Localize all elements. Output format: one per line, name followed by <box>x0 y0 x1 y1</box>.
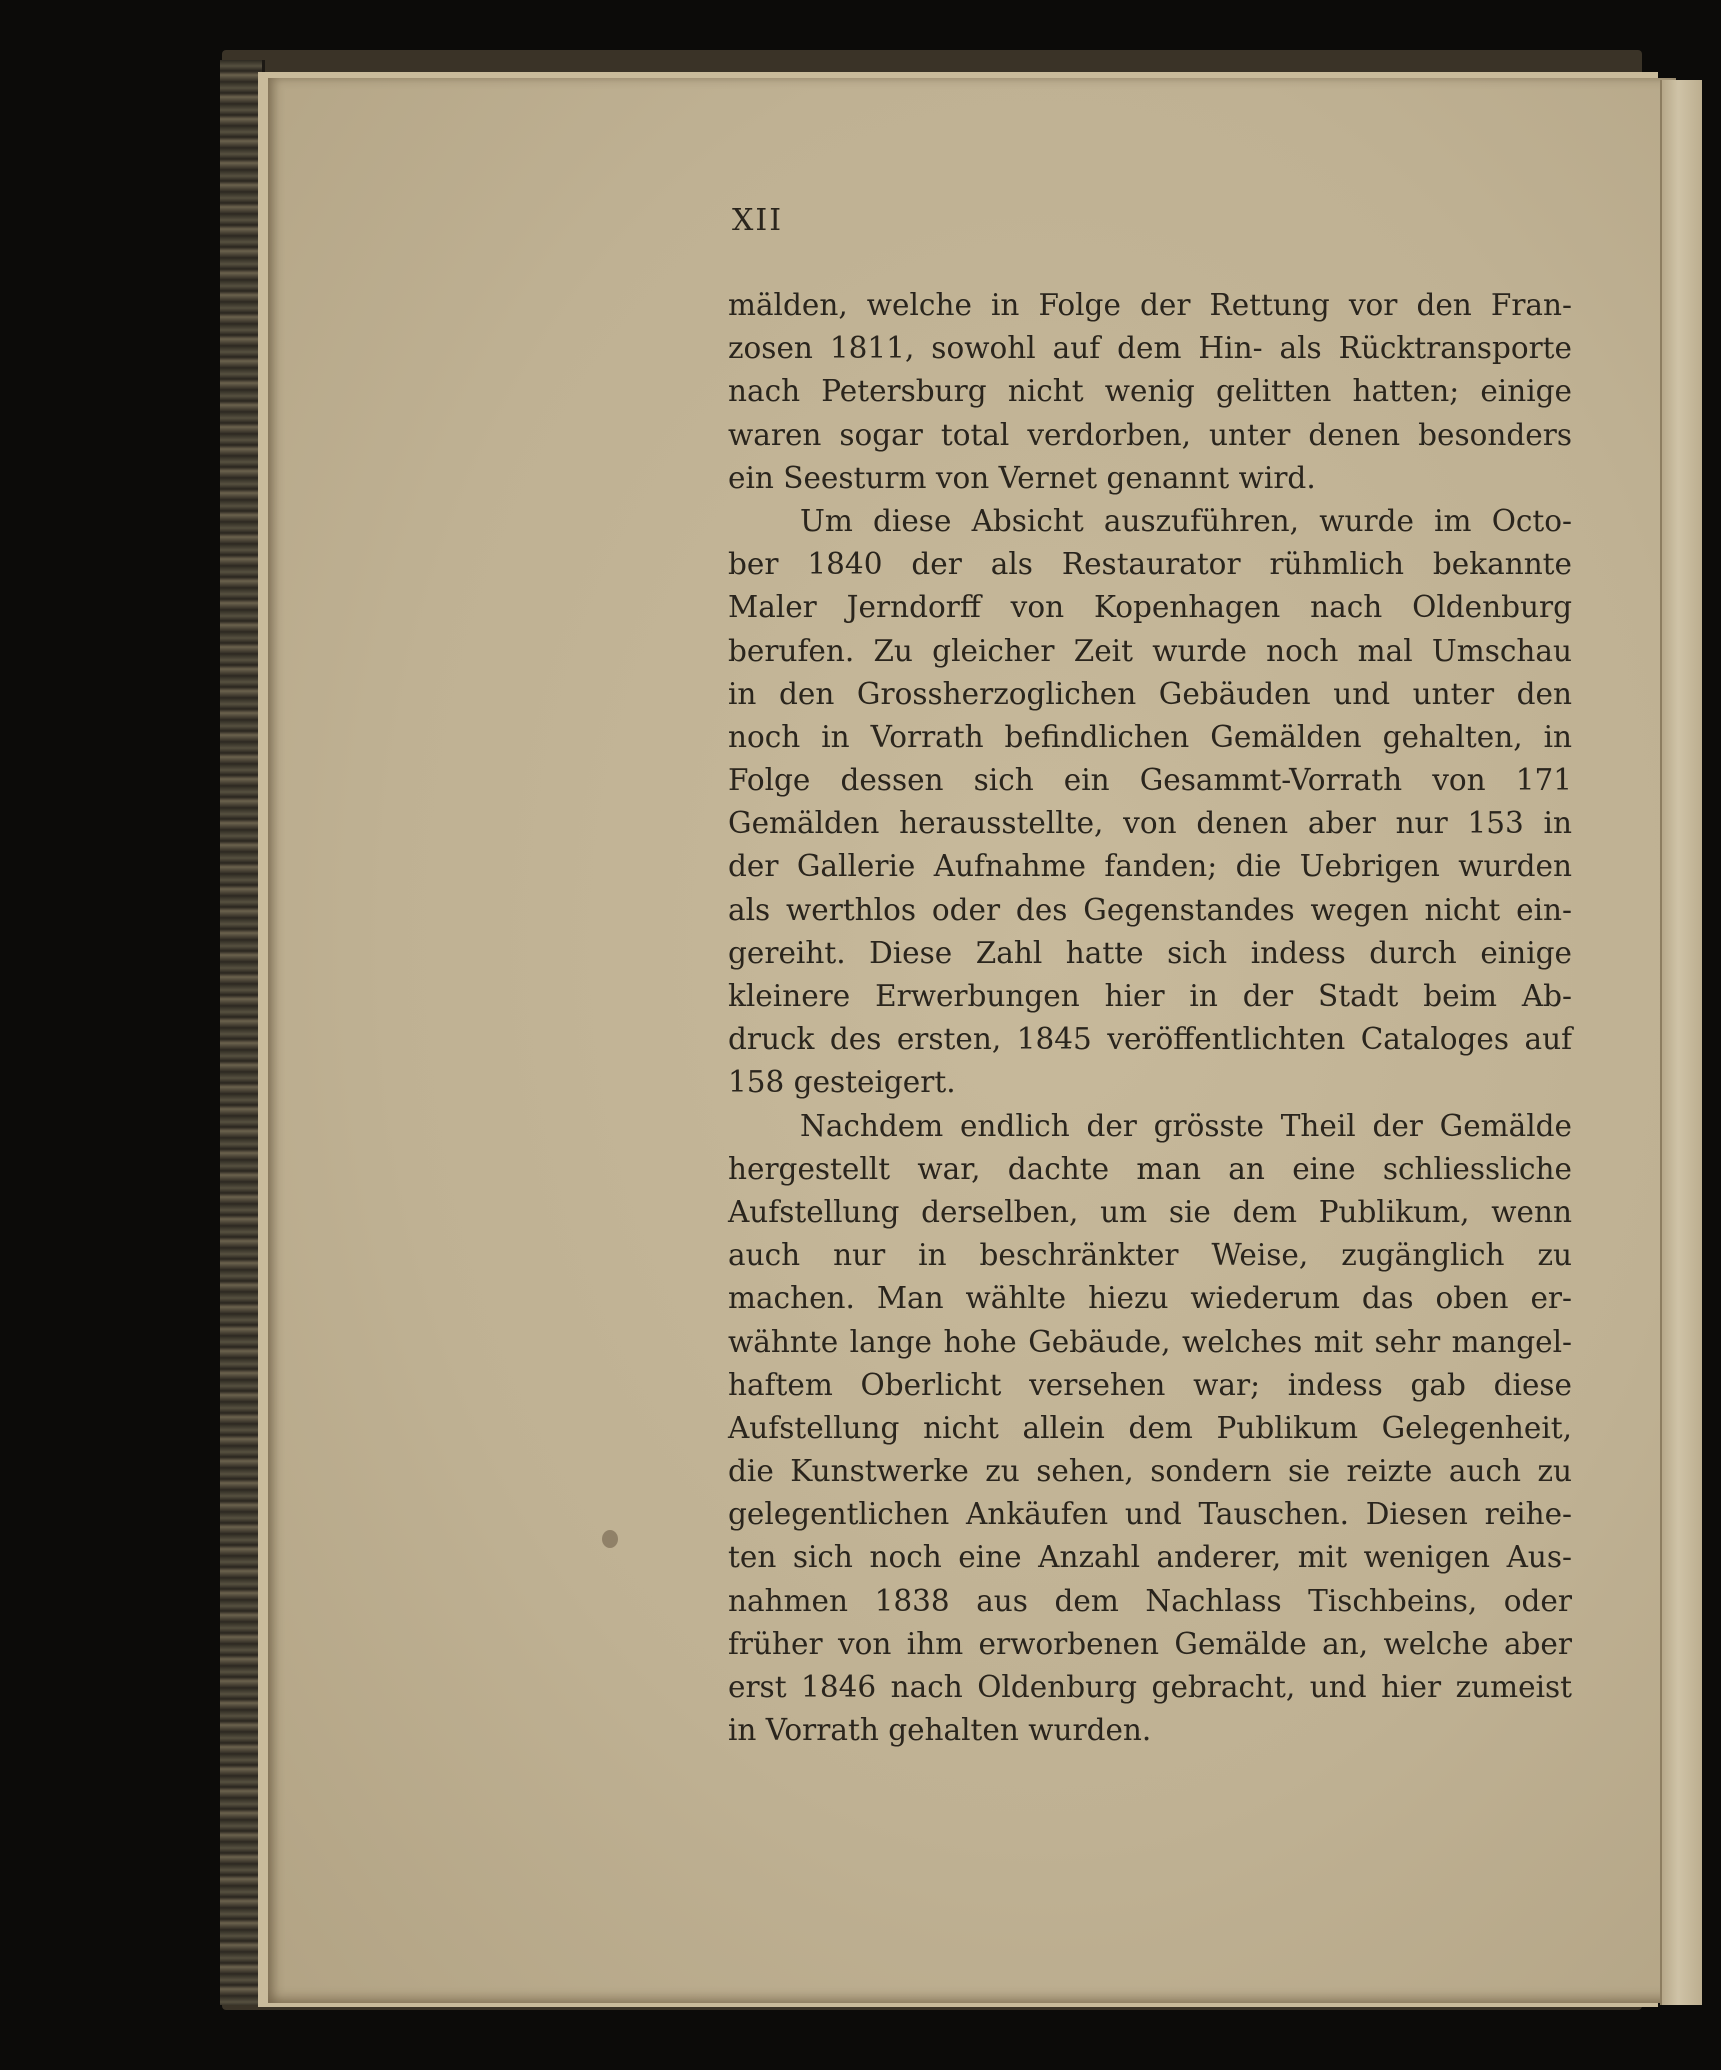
text-line: ten sich noch eine Anzahl anderer, mit wenigen Aus- <box>728 1540 1572 1575</box>
text-line: zosen 1811, sowohl auf dem Hin- als Rücktransporte <box>728 331 1572 366</box>
page-number: XII <box>732 203 784 238</box>
text-line: Folge dessen sich ein Gesammt-Vorrath von 171 <box>728 763 1572 798</box>
text-line: erst 1846 nach Oldenburg gebracht, und hier zumeist <box>728 1670 1572 1704</box>
text-line: als werthlos oder des Gegenstandes wegen nicht ein- <box>728 892 1572 927</box>
text-line: nahmen 1838 aus dem Nachlass Tischbeins, oder <box>728 1583 1572 1618</box>
text-line: kleinere Erwerbungen hier in der Stadt beim Ab- <box>728 979 1572 1013</box>
text-line: ein Seesturm von Vernet genannt wird. <box>728 460 1316 495</box>
text-line: die Kunstwerke zu sehen, sondern sie reizte auch zu <box>728 1454 1572 1489</box>
body-text <box>728 284 1572 1752</box>
text-line: in den Grossherzoglichen Gebäuden und unter den <box>728 676 1572 711</box>
text-line: waren sogar total verdorben, unter denen besonders <box>728 417 1572 452</box>
text-line: auch nur in beschränkter Weise, zugänglich zu <box>728 1238 1572 1273</box>
text-line: haftem Oberlicht versehen war; indess gab diese <box>728 1367 1572 1402</box>
facing-page-gutter <box>1660 80 1702 2005</box>
text-line: gereiht. Diese Zahl hatte sich indess durch einige <box>728 935 1572 970</box>
text-line: wähnte lange hohe Gebäude, welches mit sehr mangel- <box>728 1324 1572 1359</box>
text-line: druck des ersten, 1845 veröffentlichten Cataloges auf <box>728 1022 1572 1057</box>
text-line: der Gallerie Aufnahme fanden; die Uebrigen wurden <box>728 849 1572 884</box>
text-line: Gemälden herausstellte, von denen aber nur 153 in <box>728 806 1572 841</box>
text-line: nach Petersburg nicht wenig gelitten hatten; einige <box>728 374 1572 409</box>
text-line: Maler Jerndorff von Kopenhagen nach Oldenburg <box>728 590 1572 625</box>
text-line: ber 1840 der als Restaurator rühmlich bekannte <box>728 547 1572 582</box>
text-line: Aufstellung nicht allein dem Publikum Gelegenheit, <box>728 1410 1572 1445</box>
text-line: gelegentlichen Ankäufen und Tauschen. Diesen reihe- <box>728 1497 1572 1532</box>
text-line: in Vorrath gehalten wurden. <box>728 1713 1152 1748</box>
text-line: noch in Vorrath befindlichen Gemälden gehalten, in <box>728 719 1572 754</box>
text-line: Um diese Absicht auszuführen, wurde im Octo- <box>800 503 1572 538</box>
text-line: Aufstellung derselben, um sie dem Publikum, wenn <box>728 1194 1572 1229</box>
text-line: berufen. Zu gleicher Zeit wurde noch mal Umschau <box>728 633 1572 668</box>
text-line: früher von ihm erworbenen Gemälde an, welche aber <box>728 1626 1572 1661</box>
text-line: hergestellt war, dachte man an eine schliessliche <box>728 1151 1572 1186</box>
text-line: machen. Man wählte hiezu wiederum das oben er- <box>728 1281 1572 1316</box>
text-line: Nachdem endlich der grösste Theil der Gemälde <box>800 1108 1572 1143</box>
paper-stain <box>602 1530 618 1548</box>
text-line: mälden, welche in Folge der Rettung vor den Fran- <box>728 288 1572 322</box>
text-line: 158 gesteigert. <box>728 1065 956 1100</box>
